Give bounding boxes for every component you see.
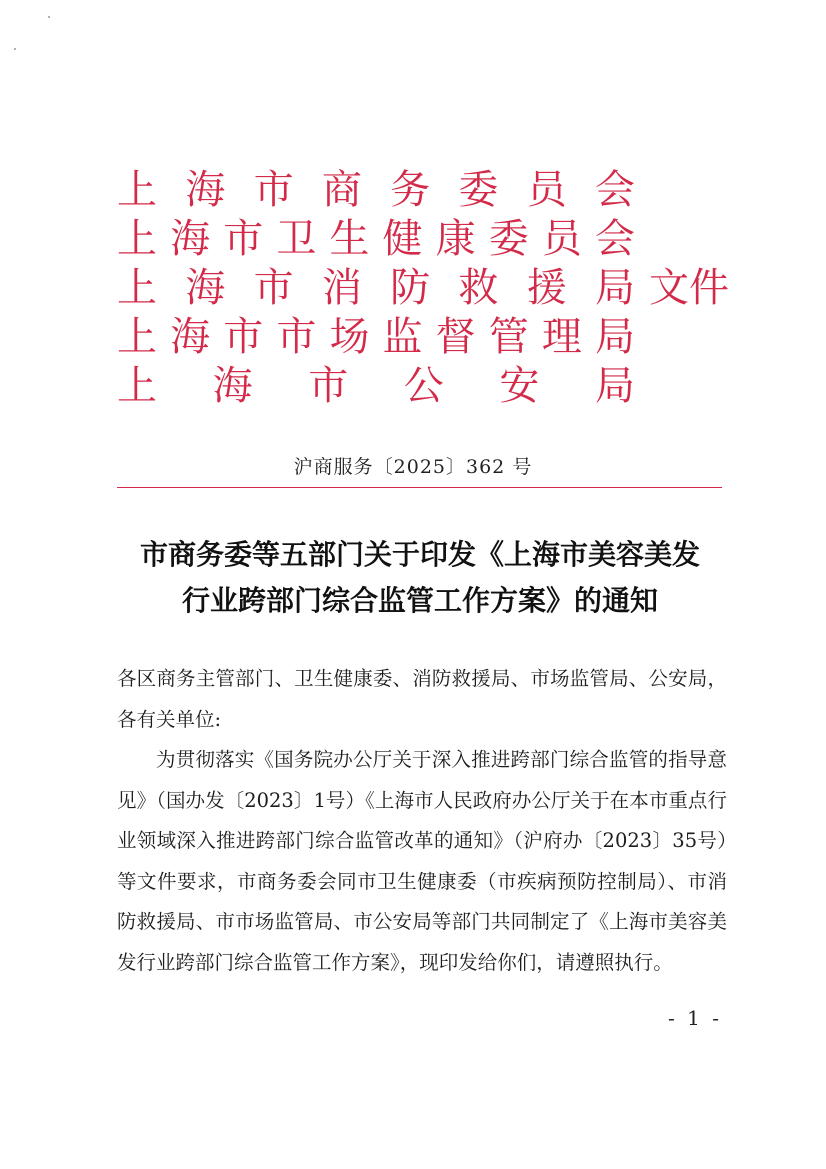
issuer-name: 上 海 市 消 防 救 援 局 bbox=[117, 265, 635, 311]
issuer-header bbox=[117, 166, 737, 411]
issuer-line bbox=[117, 362, 737, 411]
issuer-line bbox=[117, 215, 737, 264]
issuer-name: 上 海 市 商 务 委 员 会 bbox=[117, 167, 635, 213]
scan-speck bbox=[14, 48, 16, 50]
issuer-line bbox=[117, 166, 737, 215]
red-separator-line bbox=[117, 487, 722, 488]
document-title bbox=[100, 532, 740, 624]
issuer-name: 上 海 市 市 场 监 督 管 理 局 bbox=[117, 314, 635, 360]
issuer-name: 上 海 市 卫 生 健 康 委 员 会 bbox=[117, 216, 635, 262]
page-number: - 1 - bbox=[668, 1006, 722, 1030]
addressee-paragraph: 各区商务主管部门、卫生健康委、消防救援局、市场监管局、公安局，各有关单位: bbox=[117, 667, 727, 731]
doc-type-suffix: 文件 bbox=[649, 265, 729, 311]
title-line-1: 市商务委等五部门关于印发《上海市美容美发 bbox=[139, 538, 700, 571]
document-number: 沪商服务〔2025〕362 号 bbox=[293, 456, 533, 478]
issuer-name: 上 海 市 公 安 局 bbox=[117, 363, 635, 409]
title-line-2: 行业跨部门综合监管工作方案》的通知 bbox=[181, 584, 658, 617]
issuer-line bbox=[117, 313, 737, 362]
scan-speck bbox=[48, 16, 50, 18]
main-paragraph: 为贯彻落实《国务院办公厅关于深入推进跨部门综合监管的指导意见》（国办发〔2023〕1号）《上海市人民政府办公厅关于在本市重点行业领域深入推进跨部门综合监管改革的通知》（沪府办〔2023〕35号）等文件要求，市商务委会同市卫生健康委（市疾病预防控制局）、市消防救援局、市市场监管局、市公安局等部门共同制定了《上海市美容美发行业跨部门综合监管工作方案》，现印发给你们，请遵照执行。 bbox=[117, 748, 727, 974]
issuer-line bbox=[117, 264, 737, 313]
document-body bbox=[117, 659, 727, 983]
